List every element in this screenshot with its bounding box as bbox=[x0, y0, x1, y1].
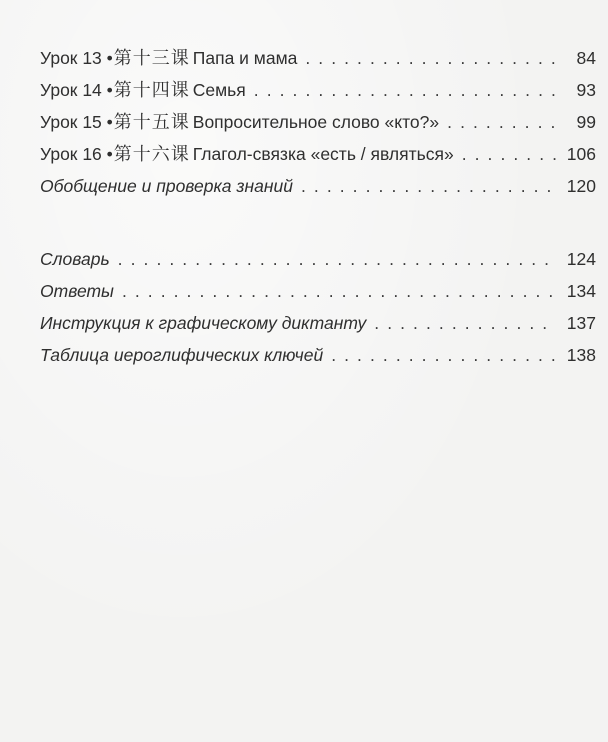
page-number: 84 bbox=[576, 48, 596, 68]
appendix-title: Словарь bbox=[40, 249, 110, 269]
lesson-number: Урок 15 • bbox=[40, 112, 113, 132]
lesson-hanzi: 第十六课 bbox=[113, 144, 190, 165]
lesson-hanzi: 第十四课 bbox=[113, 80, 190, 101]
page-number: 120 bbox=[566, 176, 596, 196]
toc-entry-dictation-instructions[interactable] bbox=[40, 307, 596, 339]
lesson-title: Глагол-связка «есть / являться» bbox=[192, 144, 454, 164]
lesson-title: Семья bbox=[192, 80, 246, 100]
dot-leader bbox=[254, 74, 556, 106]
dot-leader bbox=[305, 42, 556, 74]
page-number: 99 bbox=[576, 112, 596, 132]
dot-leader bbox=[301, 170, 556, 202]
toc-entry-lesson-13[interactable] bbox=[40, 42, 596, 74]
toc-entry-dictionary[interactable] bbox=[40, 243, 596, 275]
toc-entry-lesson-16[interactable] bbox=[40, 138, 596, 170]
toc-entry-answers[interactable] bbox=[40, 275, 596, 307]
lesson-hanzi: 第十五课 bbox=[113, 112, 190, 133]
appendix-title: Ответы bbox=[40, 281, 114, 301]
dot-leader bbox=[374, 307, 556, 339]
dot-leader bbox=[447, 106, 556, 138]
page-number: 138 bbox=[566, 345, 596, 365]
lessons-section bbox=[40, 42, 596, 202]
lesson-number: Урок 16 • bbox=[40, 144, 113, 164]
review-title: Обобщение и проверка знаний bbox=[40, 176, 293, 196]
lesson-title: Папа и мама bbox=[192, 48, 298, 68]
appendix-section bbox=[40, 243, 596, 371]
appendix-title: Таблица иероглифических ключей bbox=[40, 345, 324, 365]
dot-leader bbox=[122, 275, 556, 307]
toc-entry-lesson-14[interactable] bbox=[40, 74, 596, 106]
lesson-hanzi: 第十三课 bbox=[113, 48, 190, 69]
page-number: 137 bbox=[566, 313, 596, 333]
page-number: 124 bbox=[566, 249, 596, 269]
lesson-number: Урок 14 • bbox=[40, 80, 113, 100]
page-number: 93 bbox=[576, 80, 596, 100]
page-number: 106 bbox=[566, 144, 596, 164]
lesson-title: Вопросительное слово «кто?» bbox=[192, 112, 440, 132]
lesson-number: Урок 13 • bbox=[40, 48, 113, 68]
dot-leader bbox=[462, 138, 556, 170]
appendix-title: Инструкция к графическому диктанту bbox=[40, 313, 367, 333]
toc-entry-lesson-15[interactable] bbox=[40, 106, 596, 138]
toc-entry-radicals-table[interactable] bbox=[40, 339, 596, 371]
page-number: 134 bbox=[566, 281, 596, 301]
toc-entry-review[interactable] bbox=[40, 170, 596, 202]
dot-leader bbox=[118, 243, 556, 275]
dot-leader bbox=[331, 339, 556, 371]
